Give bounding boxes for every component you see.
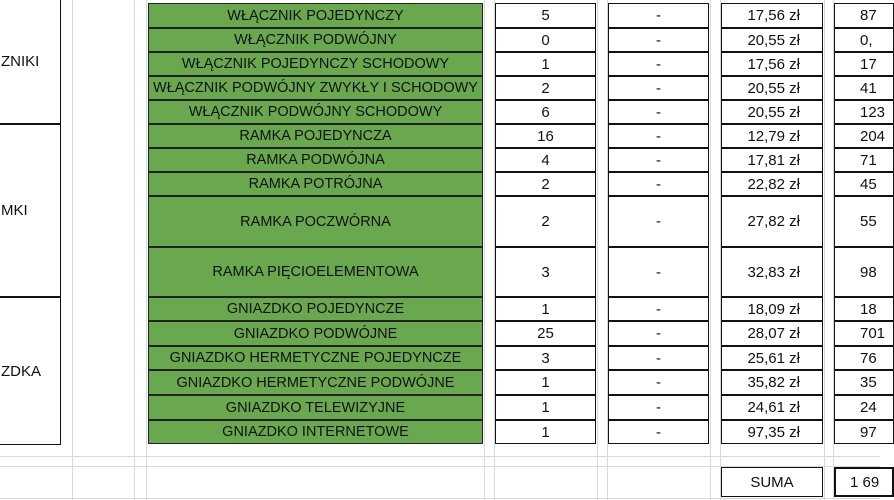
item-quantity-cell[interactable] xyxy=(495,148,596,172)
item-dash-cell[interactable] xyxy=(608,100,709,124)
item-name: GNIAZDKO HERMETYCZNE PODWÓJNE xyxy=(176,374,455,391)
item-quantity-cell[interactable] xyxy=(495,3,596,28)
item-name-cell[interactable] xyxy=(148,172,483,196)
summary-value: 1 69 xyxy=(850,473,880,491)
item-total-cell[interactable] xyxy=(834,420,894,444)
item-name-cell[interactable] xyxy=(148,297,483,321)
item-name-cell[interactable] xyxy=(148,52,483,76)
item-dash: - xyxy=(656,423,661,441)
item-total: 55 xyxy=(860,213,877,230)
item-quantity: 6 xyxy=(541,103,550,121)
item-total-cell[interactable] xyxy=(834,124,894,148)
item-price: 17,81 zł xyxy=(747,151,800,169)
item-quantity-cell[interactable] xyxy=(495,76,596,100)
item-name-cell[interactable] xyxy=(148,124,483,148)
item-quantity-cell[interactable] xyxy=(495,420,596,444)
item-name-cell[interactable] xyxy=(148,321,483,346)
item-name: GNIAZDKO TELEWIZYJNE xyxy=(225,399,406,416)
summary-label: SUMA xyxy=(750,473,794,491)
item-dash: - xyxy=(656,79,661,97)
item-quantity-cell[interactable] xyxy=(495,124,596,148)
item-price: 28,07 zł xyxy=(747,325,800,342)
item-name-cell[interactable] xyxy=(148,148,483,172)
item-quantity-cell[interactable] xyxy=(495,52,596,76)
item-price: 17,56 zł xyxy=(747,7,800,24)
item-dash-cell[interactable] xyxy=(608,148,709,172)
item-dash-cell[interactable] xyxy=(608,247,709,297)
item-dash-cell[interactable] xyxy=(608,196,709,247)
item-total: 98 xyxy=(860,263,877,281)
item-total: 24 xyxy=(860,399,877,416)
item-quantity: 16 xyxy=(537,127,554,145)
item-dash-cell[interactable] xyxy=(608,76,709,100)
item-quantity: 2 xyxy=(541,79,550,97)
item-total: 701 xyxy=(860,325,886,342)
item-total: 17 xyxy=(860,55,877,73)
item-total-cell[interactable] xyxy=(834,346,894,370)
item-quantity-cell[interactable] xyxy=(495,370,596,395)
item-quantity-cell[interactable] xyxy=(495,100,596,124)
item-name: RAMKA POJEDYNCZA xyxy=(239,128,392,144)
item-price: 20,55 zł xyxy=(747,79,800,97)
item-dash-cell[interactable] xyxy=(608,370,709,395)
item-dash: - xyxy=(656,55,661,73)
item-quantity-cell[interactable] xyxy=(495,297,596,321)
item-dash: - xyxy=(656,325,661,342)
item-name-cell[interactable] xyxy=(148,346,483,370)
item-total-cell[interactable] xyxy=(834,28,894,52)
item-quantity: 4 xyxy=(541,151,550,169)
item-dash: - xyxy=(656,263,661,281)
item-quantity-cell[interactable] xyxy=(495,196,596,247)
item-total-cell[interactable] xyxy=(834,297,894,321)
item-dash-cell[interactable] xyxy=(608,346,709,370)
item-total: 204 xyxy=(860,127,886,145)
item-price-cell[interactable] xyxy=(721,321,823,346)
item-total: 97 xyxy=(860,423,877,441)
item-price: 25,61 zł xyxy=(747,349,800,367)
gridline xyxy=(0,498,880,499)
category-cell[interactable] xyxy=(0,0,61,124)
item-price: 24,61 zł xyxy=(747,399,800,416)
item-total: 87 xyxy=(860,7,877,24)
item-dash: - xyxy=(656,349,661,367)
item-name: WŁĄCZNIK POJEDYNCZY xyxy=(227,7,404,24)
category-label: MKI xyxy=(1,202,28,219)
item-quantity: 1 xyxy=(541,300,550,318)
category-label: ZNIKI xyxy=(1,52,40,70)
item-price: 27,82 zł xyxy=(747,213,800,230)
item-name-cell[interactable] xyxy=(148,370,483,395)
gridline xyxy=(72,0,73,500)
item-name-cell[interactable] xyxy=(148,395,483,420)
item-dash-cell[interactable] xyxy=(608,3,709,28)
item-name: GNIAZDKO HERMETYCZNE POJEDYNCZE xyxy=(169,350,462,366)
gridline xyxy=(824,0,825,500)
item-name-cell[interactable] xyxy=(148,3,483,28)
item-dash: - xyxy=(656,7,661,24)
item-quantity: 3 xyxy=(541,263,550,281)
item-name: WŁĄCZNIK PODWÓJNY ZWYKŁY I SCHODOWY xyxy=(153,80,478,96)
item-price: 12,79 zł xyxy=(747,127,800,145)
item-total-cell[interactable] xyxy=(834,196,894,247)
item-dash-cell[interactable] xyxy=(608,172,709,196)
item-dash-cell[interactable] xyxy=(608,297,709,321)
item-name: RAMKA POCZWÓRNA xyxy=(240,213,391,230)
item-price-cell[interactable] xyxy=(721,100,823,124)
item-dash-cell[interactable] xyxy=(608,124,709,148)
item-quantity-cell[interactable] xyxy=(495,172,596,196)
item-quantity: 2 xyxy=(541,175,550,193)
gridline xyxy=(134,0,135,500)
item-price-cell[interactable] xyxy=(721,247,823,297)
item-dash-cell[interactable] xyxy=(608,321,709,346)
item-total: 0, xyxy=(860,31,873,49)
item-name: RAMKA PODWÓJNA xyxy=(246,152,385,168)
item-price-cell[interactable] xyxy=(721,148,823,172)
item-dash-cell[interactable] xyxy=(608,395,709,420)
category-cell[interactable] xyxy=(0,297,61,445)
item-name-cell[interactable] xyxy=(148,28,483,52)
item-dash-cell[interactable] xyxy=(608,28,709,52)
item-price-cell[interactable] xyxy=(721,76,823,100)
item-quantity: 0 xyxy=(541,31,550,49)
item-dash: - xyxy=(656,127,661,145)
item-quantity: 2 xyxy=(541,213,550,230)
item-total-cell[interactable] xyxy=(834,3,894,28)
item-name: GNIAZDKO PODWÓJNE xyxy=(233,325,398,342)
item-price-cell[interactable] xyxy=(721,172,823,196)
item-dash-cell[interactable] xyxy=(608,52,709,76)
item-quantity-cell[interactable] xyxy=(495,395,596,420)
gridline xyxy=(597,0,598,500)
item-price-cell[interactable] xyxy=(721,196,823,247)
item-dash: - xyxy=(656,175,661,193)
item-total-cell[interactable] xyxy=(834,100,894,124)
item-total-cell[interactable] xyxy=(834,52,894,76)
item-name: RAMKA PIĘCIOELEMENTOWA xyxy=(212,264,419,280)
item-name: RAMKA POTRÓJNA xyxy=(248,176,383,192)
item-total-cell[interactable] xyxy=(834,395,894,420)
gridline xyxy=(146,0,147,500)
gridline xyxy=(710,0,711,500)
item-price-cell[interactable] xyxy=(721,346,823,370)
item-name: GNIAZDKO POJEDYNCZE xyxy=(226,301,405,317)
item-name: WŁĄCZNIK PODWÓJNY xyxy=(234,32,397,48)
category-label: ZDKA xyxy=(1,362,42,380)
item-total: 18 xyxy=(860,300,877,318)
item-price-cell[interactable] xyxy=(721,124,823,148)
item-total-cell[interactable] xyxy=(834,321,894,346)
item-dash: - xyxy=(656,300,661,318)
item-price: 97,35 zł xyxy=(747,423,800,441)
item-price: 22,82 zł xyxy=(747,175,800,193)
item-total: 41 xyxy=(860,79,877,97)
item-dash: - xyxy=(656,399,661,416)
item-price: 18,09 zł xyxy=(747,300,800,318)
item-total: 45 xyxy=(860,175,877,193)
item-name-cell[interactable] xyxy=(148,420,483,444)
item-total-cell[interactable] xyxy=(834,172,894,196)
item-quantity: 1 xyxy=(541,423,550,441)
item-quantity-cell[interactable] xyxy=(495,28,596,52)
item-total-cell[interactable] xyxy=(834,76,894,100)
item-name: WŁĄCZNIK PODWÓJNY SCHODOWY xyxy=(188,104,443,120)
item-price-cell[interactable] xyxy=(721,28,823,52)
item-total-cell[interactable] xyxy=(834,247,894,297)
item-dash-cell[interactable] xyxy=(608,420,709,444)
item-price: 20,55 zł xyxy=(747,103,800,121)
item-dash: - xyxy=(656,151,661,169)
item-price-cell[interactable] xyxy=(721,297,823,321)
item-quantity: 25 xyxy=(537,325,554,342)
item-total: 71 xyxy=(860,151,877,169)
item-name: WŁĄCZNIK POJEDYNCZY SCHODOWY xyxy=(181,56,450,72)
item-name: GNIAZDKO INTERNETOWE xyxy=(222,424,409,440)
item-quantity-cell[interactable] xyxy=(495,321,596,346)
item-quantity: 5 xyxy=(541,7,550,24)
item-price: 35,82 zł xyxy=(747,374,800,391)
category-cell[interactable] xyxy=(0,124,61,297)
item-quantity: 3 xyxy=(541,349,550,367)
item-price-cell[interactable] xyxy=(721,52,823,76)
item-quantity: 1 xyxy=(541,399,550,416)
item-name-cell[interactable] xyxy=(148,100,483,124)
item-price: 17,56 zł xyxy=(747,55,800,73)
item-quantity-cell[interactable] xyxy=(495,346,596,370)
item-name-cell[interactable] xyxy=(148,76,483,100)
item-dash: - xyxy=(656,103,661,121)
gridline xyxy=(484,0,485,500)
item-price-cell[interactable] xyxy=(721,395,823,420)
item-price-cell[interactable] xyxy=(721,3,823,28)
gridline xyxy=(0,456,880,457)
summary-label-cell[interactable] xyxy=(721,467,823,497)
item-dash: - xyxy=(656,374,661,391)
item-price: 20,55 zł xyxy=(747,31,800,49)
item-name-cell[interactable] xyxy=(148,247,483,297)
item-dash: - xyxy=(656,213,661,230)
item-price-cell[interactable] xyxy=(721,370,823,395)
item-total: 123 xyxy=(860,103,886,121)
summary-value-cell[interactable] xyxy=(834,467,894,497)
item-total: 35 xyxy=(860,374,877,391)
item-total-cell[interactable] xyxy=(834,148,894,172)
item-quantity-cell[interactable] xyxy=(495,247,596,297)
item-quantity: 1 xyxy=(541,55,550,73)
item-price-cell[interactable] xyxy=(721,420,823,444)
item-price: 32,83 zł xyxy=(747,263,800,281)
item-total-cell[interactable] xyxy=(834,370,894,395)
item-total: 76 xyxy=(860,349,877,367)
item-dash: - xyxy=(656,31,661,49)
item-quantity: 1 xyxy=(541,374,550,391)
item-name-cell[interactable] xyxy=(148,196,483,247)
